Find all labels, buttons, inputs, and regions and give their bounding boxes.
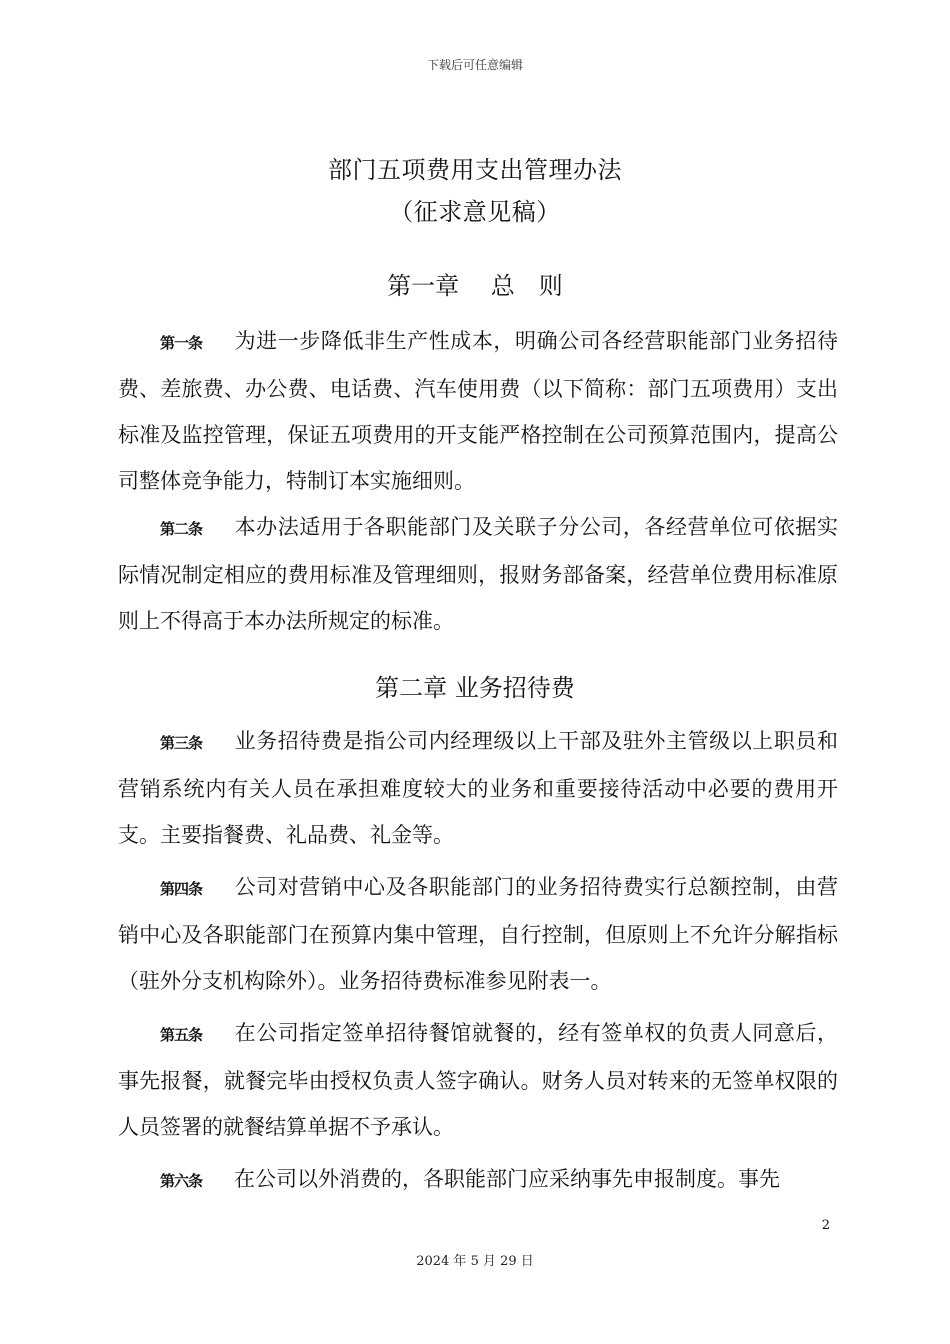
article-text: 业务招待费是指公司内经理级以上干部及驻外主管级以上职员和营销系统内有关人员在承担难度较大的业务和重要接待活动中必要的费用开支。主要指餐费、礼品费、礼金等。: [118, 729, 838, 847]
document-subtitle: （征求意见稿）: [389, 198, 561, 226]
article-paragraph: [118, 318, 838, 504]
article-text: 在公司以外消费的，各职能部门应采纳事先申报制度。事先: [234, 1167, 781, 1191]
page-header: 下载后可任意编辑: [426, 58, 523, 72]
article-paragraph: [118, 1156, 838, 1204]
page-number: 2: [821, 1218, 830, 1233]
article-text: 公司对营销中心及各职能部门的业务招待费实行总额控制，由营销中心及各职能部门在预算内集中管理，自行控制，但原则上不允许分解指标（驻外分支机构除外）。业务招待费标准参见附表一。: [118, 875, 838, 993]
article-label: 第六条: [160, 1172, 203, 1190]
document-title: 部门五项费用支出管理办法: [328, 156, 622, 184]
article-paragraph: [118, 1010, 838, 1150]
article-label: 第二条: [160, 520, 203, 538]
article-text: 在公司指定签单招待餐馆就餐的，经有签单权的负责人同意后，事先报餐，就餐完毕由授权负责人签字确认。财务人员对转来的无签单权限的人员签署的就餐结算单据不予承认。: [118, 1021, 838, 1139]
article-label: 第五条: [160, 1026, 203, 1044]
article-label: 第一条: [160, 334, 203, 352]
article-text: 为进一步降低非生产性成本，明确公司各经营职能部门业务招待费、差旅费、办公费、电话费、汽车使用费（以下简称：部门五项费用）支出标准及监控管理，保证五项费用的开支能严格控制在公司预算范围内，提高公司整体竞争能力，特制订本实施细则。: [118, 329, 838, 493]
article-paragraph: [118, 504, 838, 644]
article-label: 第三条: [160, 734, 203, 752]
article-text: 本办法适用于各职能部门及关联子分公司，各经营单位可依据实际情况制定相应的费用标准及管理细则，报财务部备案，经营单位费用标准原则上不得高于本办法所规定的标准。: [118, 515, 838, 633]
article-paragraph: [118, 718, 838, 858]
article-label: 第四条: [160, 880, 203, 898]
chapter-heading: 第一章 总 则: [387, 272, 563, 300]
page-footer-date: 2024 年 5 月 29 日: [416, 1254, 534, 1269]
chapter-heading: 第二章 业务招待费: [375, 674, 575, 702]
article-paragraph: [118, 864, 838, 1004]
